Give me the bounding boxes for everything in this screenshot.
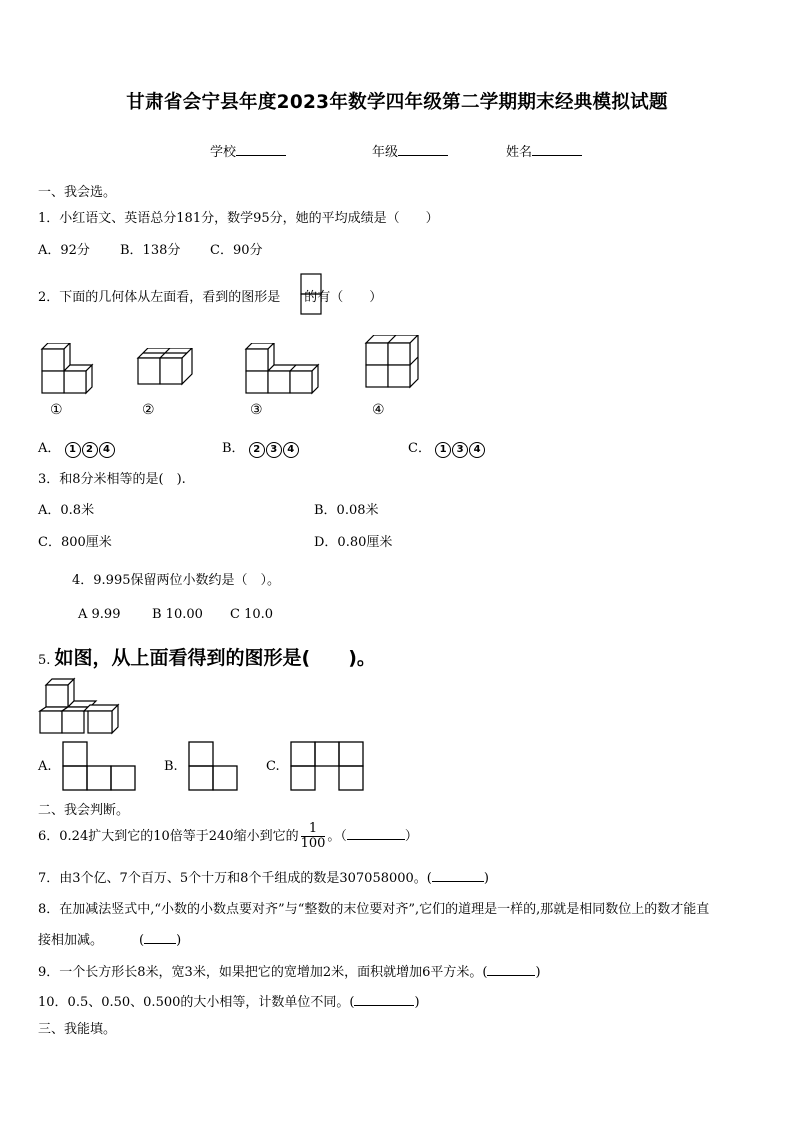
section-1-heading: 一、我会选。 [38,185,117,200]
q7-close: ) [483,871,489,886]
q2-figure-2 [136,348,198,388]
question-1: 1．小红语文、英语总分181分，数学95分，她的平均成绩是（ ） [38,211,439,226]
question-4: 4．9.995保留两位小数约是（ ）。 [72,573,280,588]
q8-answer-blank[interactable] [144,931,176,944]
q4-option-a[interactable]: A 9.99 [78,607,121,622]
q2-a-num-2: 2 [82,442,98,458]
q2-figure-label-3: ③ [250,402,263,418]
question-3: 3．和8分米相等的是( ). [38,472,186,487]
q8-text-line2: 接相加减。 [38,933,104,948]
grade-label: 年级 [372,145,399,160]
q2-figure-1 [38,343,98,399]
q2-a-num-1: 1 [65,442,81,458]
q2-option-c-label: C． [408,441,431,456]
q5-number: 5. [38,653,51,668]
q2-figure-4 [364,335,420,391]
q5-option-a-label[interactable]: A. [38,759,52,774]
q6-text-before: 6．0.24扩大到它的10倍等于240缩小到它的 [38,829,299,844]
q10-text: 10．0.5、0.50、0.500的大小相等，计数单位不同。( [38,995,355,1010]
q2-c-num-2: 3 [452,442,468,458]
q2-option-b[interactable] [222,437,300,458]
q2-c-num-3: 4 [469,442,485,458]
question-10 [38,991,420,1010]
q3-option-c[interactable]: C．800厘米 [38,535,112,550]
q6-text-after: 。（ [327,829,347,844]
q10-answer-blank[interactable] [354,993,414,1006]
q10-close: ) [414,995,420,1010]
q7-answer-blank[interactable] [432,869,484,882]
q2-option-a-label: A． [38,441,61,456]
school-blank[interactable] [236,143,286,156]
q6-fraction [301,822,326,851]
q5-option-b-label[interactable]: B. [164,759,178,774]
school-label: 学校 [210,145,237,160]
q6-close: ） [404,829,418,844]
q8-open: ( [139,933,145,948]
q2-c-num-1: 1 [435,442,451,458]
question-9 [38,961,541,980]
q1-option-b[interactable]: B．138分 [120,243,181,258]
name-label: 姓名 [506,145,533,160]
section-2-heading: 二、我会判断。 [38,803,130,818]
q5-option-c-label[interactable]: C. [266,759,280,774]
q8-close: ) [176,933,182,948]
q5-option-a-shape[interactable] [62,741,138,791]
q4-option-c[interactable]: C 10.0 [230,607,274,622]
q3-option-a[interactable]: A．0.8米 [38,503,95,518]
q4-option-b[interactable]: B 10.00 [152,607,203,622]
q5-text: 如图，从上面看得到的图形是( )。 [54,647,376,669]
q2-text-after: 的有（ ） [304,290,383,305]
q2-figure-label-4: ④ [372,402,385,418]
question-8-line-2 [38,929,181,948]
q2-text-before: 2．下面的几何体从左面看，看到的图形是 [38,290,281,305]
grade-blank[interactable] [398,143,448,156]
q5-option-b-shape[interactable] [188,741,240,791]
question-5 [38,643,376,670]
page-title: 甘肃省会宁县年度2023年数学四年级第二学期期末经典模拟试题 [126,92,668,113]
q2-option-a[interactable] [38,437,116,458]
name-field [506,141,582,160]
q2-figure-3 [242,343,322,399]
q2-figure-label-1: ① [50,402,63,418]
question-6 [38,822,418,851]
q2-option-c[interactable] [408,437,486,458]
question-2 [38,286,382,305]
q1-option-c[interactable]: C．90分 [210,243,263,258]
q2-a-num-3: 4 [99,442,115,458]
q2-option-b-label: B． [222,441,245,456]
name-blank[interactable] [532,143,582,156]
section-3-heading: 三、我能填。 [38,1022,117,1037]
q9-text: 9．一个长方形长8米，宽3米，如果把它的宽增加2米，面积就增加6平方米。( [38,965,488,980]
q2-b-num-3: 4 [283,442,299,458]
q1-option-a[interactable]: A．92分 [38,243,90,258]
q9-answer-blank[interactable] [487,963,535,976]
q2-reference-shape [300,273,322,315]
q5-solid-figure [38,677,124,735]
q6-fraction-numerator: 1 [301,822,326,837]
school-field [210,141,286,160]
q3-option-d[interactable]: D．0.80厘米 [314,535,393,550]
q2-figure-label-2: ② [142,402,155,418]
q6-fraction-denominator: 100 [300,836,326,851]
q3-option-b[interactable]: B．0.08米 [314,503,379,518]
q7-text: 7．由3个亿、7个百万、5个十万和8个千组成的数是307058000。( [38,871,432,886]
question-8-line-1: 8．在加减法竖式中,“小数的小数点要对齐”与“整数的末位要对齐”,它们的道理是一样的,那就是相同数位上的数才能直 [38,902,710,917]
q6-answer-blank[interactable] [347,827,405,840]
grade-field [372,141,448,160]
q2-b-num-2: 3 [266,442,282,458]
q5-option-c-shape[interactable] [290,741,366,791]
q9-close: ) [535,965,541,980]
question-7 [38,867,489,886]
q2-b-num-1: 2 [249,442,265,458]
